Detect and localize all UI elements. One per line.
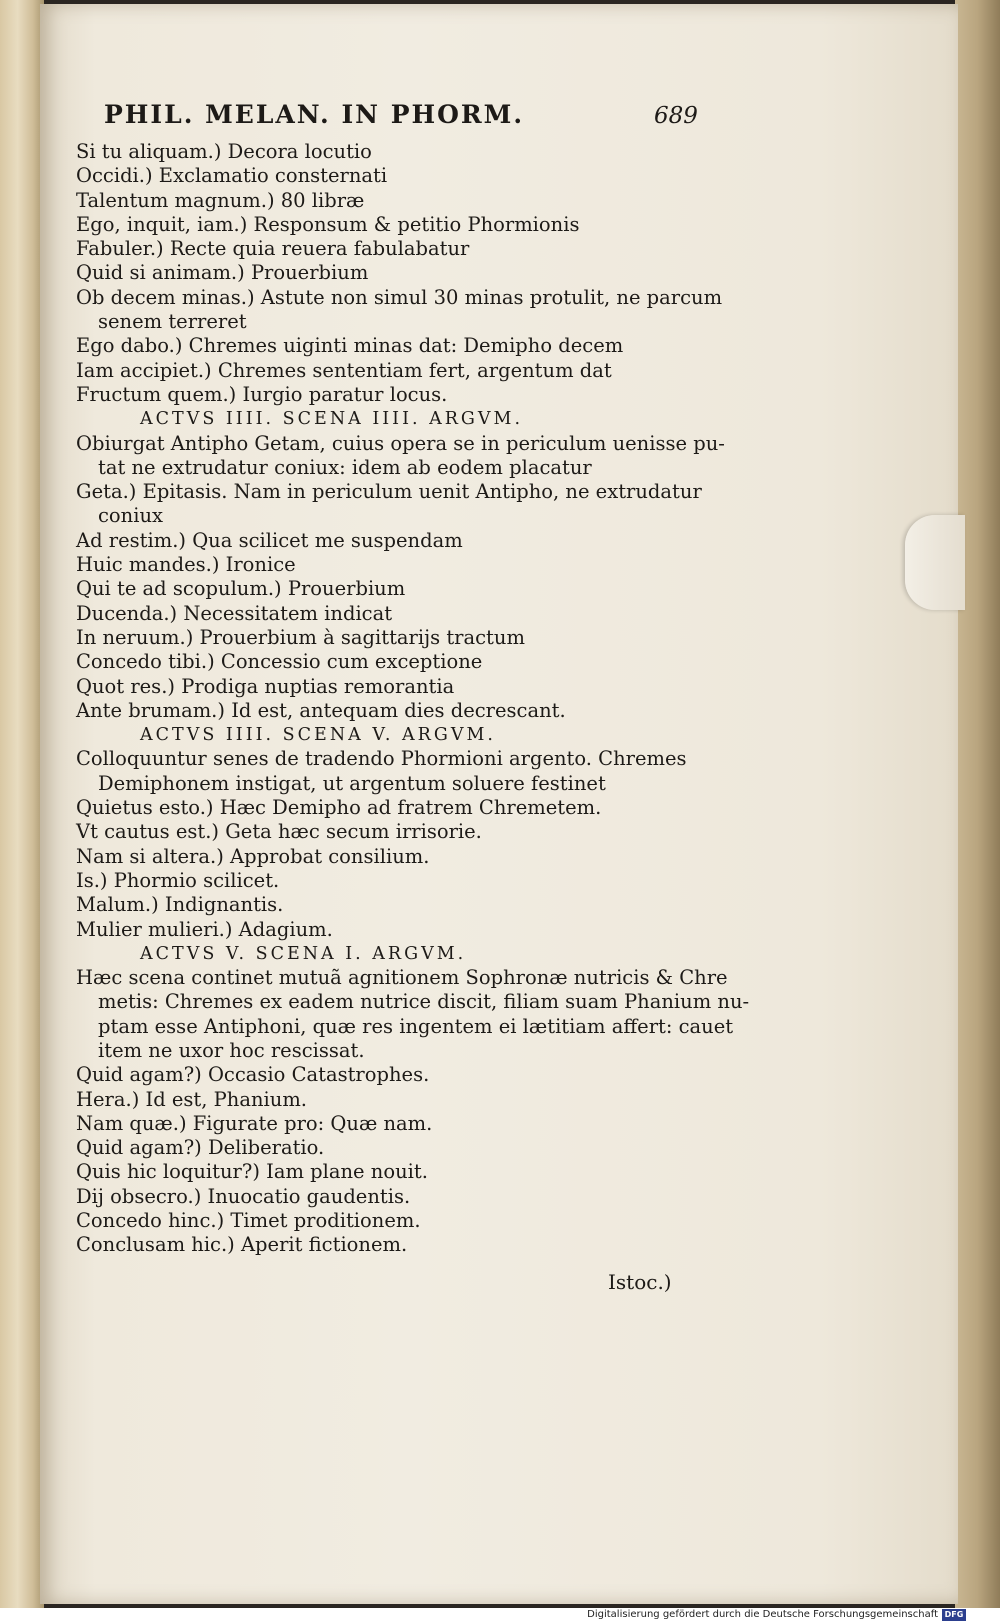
commentary-entry — [76, 237, 716, 261]
commentary-entry — [76, 1185, 716, 1209]
commentary-entry — [76, 529, 716, 553]
entry-line: Quot res.) Prodiga nuptias remorantia — [76, 674, 455, 698]
footer-credit: Digitalisierung gefördert durch die Deutsche Forschungsgemeinschaft — [587, 1609, 938, 1620]
entry-line: Concedo hinc.) Timet proditionem. — [76, 1209, 421, 1233]
commentary-entry — [76, 164, 716, 188]
page-clip — [905, 515, 965, 610]
commentary-entry — [76, 1209, 716, 1233]
commentary-entry — [76, 285, 723, 335]
entry-line: Talentum magnum.) 80 libræ — [76, 188, 365, 212]
entry-line: Ego dabo.) Chremes uiginti minas dat: Demipho decem — [76, 334, 624, 358]
entry-continuation-line: tat ne extrudatur coniux: idem ab eodem placatur — [98, 455, 592, 479]
entry-continuation-line: senem terreret — [98, 310, 247, 334]
commentary-entry — [76, 893, 716, 917]
commentary-entry — [76, 966, 750, 1063]
commentary-entry — [76, 918, 716, 942]
entry-line: Quietus esto.) Hæc Demipho ad fratrem Chremetem. — [76, 796, 602, 820]
entry-line: Conclusam hic.) Aperit fictionem. — [76, 1233, 408, 1257]
commentary-entry — [76, 1088, 716, 1112]
commentary-entry — [76, 261, 716, 285]
running-head — [76, 100, 716, 140]
commentary-entry — [76, 869, 716, 893]
entry-line: Quid agam?) Occasio Catastrophes. — [76, 1063, 430, 1087]
entry-line: Occidi.) Exclamatio consternati — [76, 164, 388, 188]
entry-line: Dij obsecro.) Inuocatio gaudentis. — [76, 1184, 411, 1208]
entry-line: Concedo tibi.) Concessio cum exceptione — [76, 650, 483, 674]
entry-line: Nam quæ.) Figurate pro: Quæ nam. — [76, 1111, 433, 1135]
entry-line: Fabuler.) Recte quia reuera fabulabatur — [76, 237, 470, 261]
commentary-entry — [76, 213, 716, 237]
commentary-entry — [76, 140, 716, 164]
commentary-entry — [76, 747, 716, 796]
commentary-entry — [76, 1063, 716, 1087]
entry-continuation-line: coniux — [98, 504, 164, 528]
catchword: Istoc.) — [608, 1270, 672, 1294]
commentary-entry — [76, 675, 716, 699]
entry-line: Qui te ad scopulum.) Prouerbium — [76, 577, 406, 601]
entry-line: Iam accipiet.) Chremes sententiam fert, argentum dat — [76, 358, 612, 382]
scene-heading: ACTVS IIII. SCENA IIII. ARGVM. — [140, 409, 524, 430]
commentary-entry — [76, 796, 716, 820]
commentary-body — [76, 140, 750, 1258]
entry-continuation-line: metis: Chremes ex eadem nutrice discit, filiam suam Phanium nu- — [98, 990, 750, 1014]
binding-edge-right — [955, 0, 1000, 1608]
entry-line: Malum.) Indignantis. — [76, 893, 284, 917]
entry-line: Si tu aliquam.) Decora locutio — [76, 140, 372, 163]
commentary-entry — [76, 845, 716, 869]
entry-line: Is.) Phormio scilicet. — [76, 868, 280, 892]
commentary-entry — [76, 359, 716, 383]
entry-line: Fructum quem.) Iurgio paratur locus. — [76, 382, 448, 406]
commentary-entry — [76, 602, 716, 626]
footer-bar — [0, 1608, 1000, 1622]
commentary-entry — [76, 699, 716, 723]
entry-line: Quis hic loquitur?) Iam plane nouit. — [76, 1160, 428, 1184]
entry-line: Quid si animam.) Prouerbium — [76, 261, 369, 285]
scene-heading: ACTVS IIII. SCENA V. ARGVM. — [140, 725, 496, 746]
commentary-entry — [76, 1136, 716, 1160]
entry-continuation-line: item ne uxor hoc rescissat. — [98, 1038, 365, 1062]
entry-continuation-line: Demiphonem instigat, ut argentum soluere festinet — [98, 771, 606, 795]
text-block — [76, 100, 750, 1258]
commentary-entry — [76, 577, 716, 601]
entry-line: Mulier mulieri.) Adagium. — [76, 917, 333, 941]
commentary-entry — [76, 820, 716, 844]
entry-line: Obiurgat Antipho Getam, cuius opera se in periculum uenisse pu- — [76, 431, 725, 455]
entry-line: Geta.) Epitasis. Nam in periculum uenit Antipho, ne extrudatur — [76, 480, 702, 504]
entry-line: Ante brumam.) Id est, antequam dies decrescant. — [76, 698, 566, 722]
commentary-entry — [76, 553, 716, 577]
entry-line: Colloquuntur senes de tradendo Phormioni argento. Chremes — [76, 747, 687, 771]
entry-line: Huic mandes.) Ironice — [76, 553, 296, 577]
commentary-entry — [76, 431, 725, 481]
entry-line: Ducenda.) Necessitatem indicat — [76, 601, 393, 625]
entry-line: Ad restim.) Qua scilicet me suspendam — [76, 528, 463, 552]
commentary-entry — [76, 626, 716, 650]
commentary-entry — [76, 189, 716, 213]
commentary-entry — [76, 1233, 716, 1257]
dfg-logo: DFG — [942, 1609, 966, 1621]
entry-line: Ob decem minas.) Astute non simul 30 minas protulit, ne parcum — [76, 285, 723, 309]
commentary-entry — [76, 1112, 716, 1136]
entry-line: In neruum.) Prouerbium à sagittarijs tractum — [76, 625, 525, 649]
entry-continuation-line: ptam esse Antiphoni, quæ res ingentem ei lætitiam affert: cauet — [98, 1014, 734, 1038]
entry-line: Quid agam?) Deliberatio. — [76, 1136, 325, 1160]
entry-line: Nam si altera.) Approbat consilium. — [76, 844, 430, 868]
scene-heading: ACTVS V. SCENA I. ARGVM. — [140, 943, 467, 964]
running-title: PHIL. MELAN. IN PHORM. — [104, 100, 525, 129]
commentary-entry — [76, 1160, 716, 1184]
commentary-entry — [76, 383, 716, 407]
entry-line: Hera.) Id est, Phanium. — [76, 1087, 308, 1111]
commentary-entry — [76, 480, 716, 529]
commentary-entry — [76, 650, 716, 674]
page-number: 689 — [654, 103, 698, 129]
commentary-entry — [76, 334, 716, 358]
entry-line: Ego, inquit, iam.) Responsum & petitio Phormionis — [76, 212, 580, 236]
binding-edge-left — [0, 0, 44, 1608]
entry-line: Vt cautus est.) Geta hæc secum irrisorie. — [76, 820, 482, 844]
entry-line: Hæc scena continet mutuã agnitionem Sophronæ nutricis & Chre — [76, 966, 728, 990]
